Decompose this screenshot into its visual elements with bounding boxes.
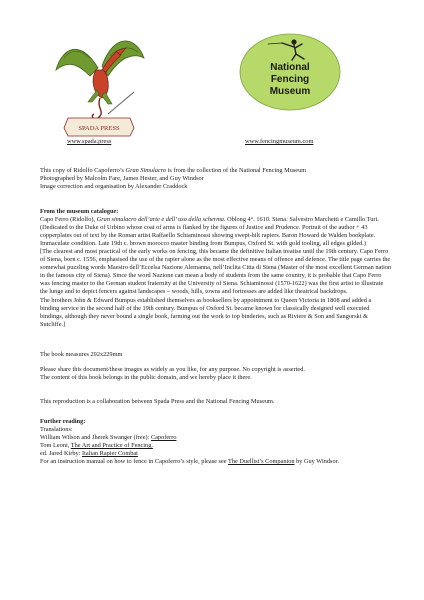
banner-text: SPADA PRESS	[78, 125, 120, 132]
measures-text: The book measures 292x229mm	[40, 351, 123, 358]
catalogue-paragraph-2: [The clearest and most practical of the early works on fencing, this became the definitive Italian treatise until the 19th century. Capo Ferro of Siena, born c. 1556, emphasised the use of the rapier alone as the most effective means of offence and defence. The title page carries the somewhat puzzling words Maestro dell’Eccelsa Nazione Alemanna, nell’Inclita Citta di Siena (Master of the most excellent German nation in the famous city of Siena). Since the word Nazione can mean a body of students from the same country, it is probable that Capo Ferro was fencing master to the German student fraternity at the University of Siena. Schiaminossi (1570-1622) was the first artist to illustrate the lunge and to depict fencers against landscapes – woods, hills, towns and fortresses are added like theatrical backdrops.	[40, 248, 392, 296]
intro-section	[40, 167, 392, 191]
further-reading-heading: Further reading:	[40, 418, 86, 425]
rights-statement	[40, 366, 392, 382]
manual-note-author: by Guy Windsor.	[294, 458, 339, 466]
translation-2-author: Tom Leoni,	[40, 442, 71, 450]
intro-text: This copy of Ridolfo Capoferro’s	[40, 167, 126, 174]
rights-line-1: Please share this document/these images as widely as you like, for any purpose. No copyright is asserted.	[40, 366, 305, 373]
duellists-companion-link[interactable]: The Duellist’s Companion	[228, 458, 295, 466]
translation-3	[40, 450, 392, 458]
intro-text-end: is from the collection of the National Fencing Museum	[166, 167, 307, 174]
translation-1	[40, 434, 392, 442]
catalogue-entry-author: Capo Ferro (Ridolfo),	[40, 216, 97, 224]
spada-press-logo	[50, 18, 148, 140]
book-measures	[40, 351, 392, 359]
catalogue-heading: From the museum catalogue:	[40, 208, 119, 215]
collaboration-note	[40, 398, 392, 406]
intro-line-1	[40, 167, 392, 175]
further-reading-section	[40, 418, 392, 466]
intro-line-3: Image correction and organisation by Alexander Craddock	[40, 183, 188, 191]
instruction-manual-note	[40, 458, 392, 466]
translations-label: Translations:	[40, 426, 73, 434]
translation-3-link[interactable]: Italian Rapier Combat	[81, 450, 138, 458]
banner-ribbon	[64, 118, 134, 136]
museum-name-line2: Fencing	[270, 74, 310, 85]
catalogue-section	[40, 208, 392, 329]
translation-2	[40, 442, 392, 450]
translation-1-authors: William Wilson and Jherek Swanger (free):	[40, 434, 151, 442]
rights-line-2: The content of this book belongs in the public domain, and we hereby place it there.	[40, 374, 252, 382]
museum-name-line3: Museum	[269, 86, 311, 97]
fencing-museum-logo	[238, 32, 341, 112]
intro-line-2: Photographed by Malcolm Fare, James Hester, and Guy Windsor	[40, 175, 204, 183]
spada-press-link[interactable]: www.spada.press	[67, 138, 112, 145]
catalogue-paragraph-1	[40, 216, 392, 248]
museum-name-line1: National	[270, 62, 310, 73]
book-title: Gran Simulacro	[125, 167, 167, 174]
catalogue-paragraph-3: The brothers John & Edward Bumpus established themselves as booksellers by appointment to Queen Victoria in 1808 and added a binding service in the second half of the 19th century. Bumpus of Oxford St. became known for classically designed well executed bindings, although they never bound a single book, farming out the work to top binderies, such as Riviere & Son and Sangorski & Sutcliffe.]	[40, 296, 372, 328]
translation-3-editor: ed. Jared Kirby:	[40, 450, 82, 458]
translation-1-link[interactable]: Capoferro	[150, 434, 177, 442]
fencing-museum-link[interactable]: www.fencingmuseum.com	[245, 138, 314, 145]
collab-text: This reproduction is a collaboration between Spada Press and the National Fencing Museum.	[40, 398, 275, 405]
translation-2-link[interactable]: The Art and Practice of Fencing.	[70, 442, 153, 450]
catalogue-entry-details: Oblong 4°. 1610. Siena: Salvestro Marchetti e Camillo Turi. (Dedicated to the Duke of Urbino whose coat of arms is flanked by the figures of Justice and Prudence. Portrait of the author + 43 copperplates out of text by the Roman artist Raffaello Schiaminossi showing swept-hilt rapiers. Baron Howard de Walden bookplate. Immaculate condition. Late 19th c. brown morocco master binding from Bumpus, Oxford St. with gold tooling, all edges gilded.)	[40, 216, 379, 248]
dragon-icon	[56, 41, 144, 119]
manual-note-text: For an instruction manual on how to fence in Capoferro’s style, please see	[40, 458, 229, 466]
catalogue-entry-title: Gran simulacro dell’arte e dell’ uso della scherma.	[96, 216, 226, 224]
